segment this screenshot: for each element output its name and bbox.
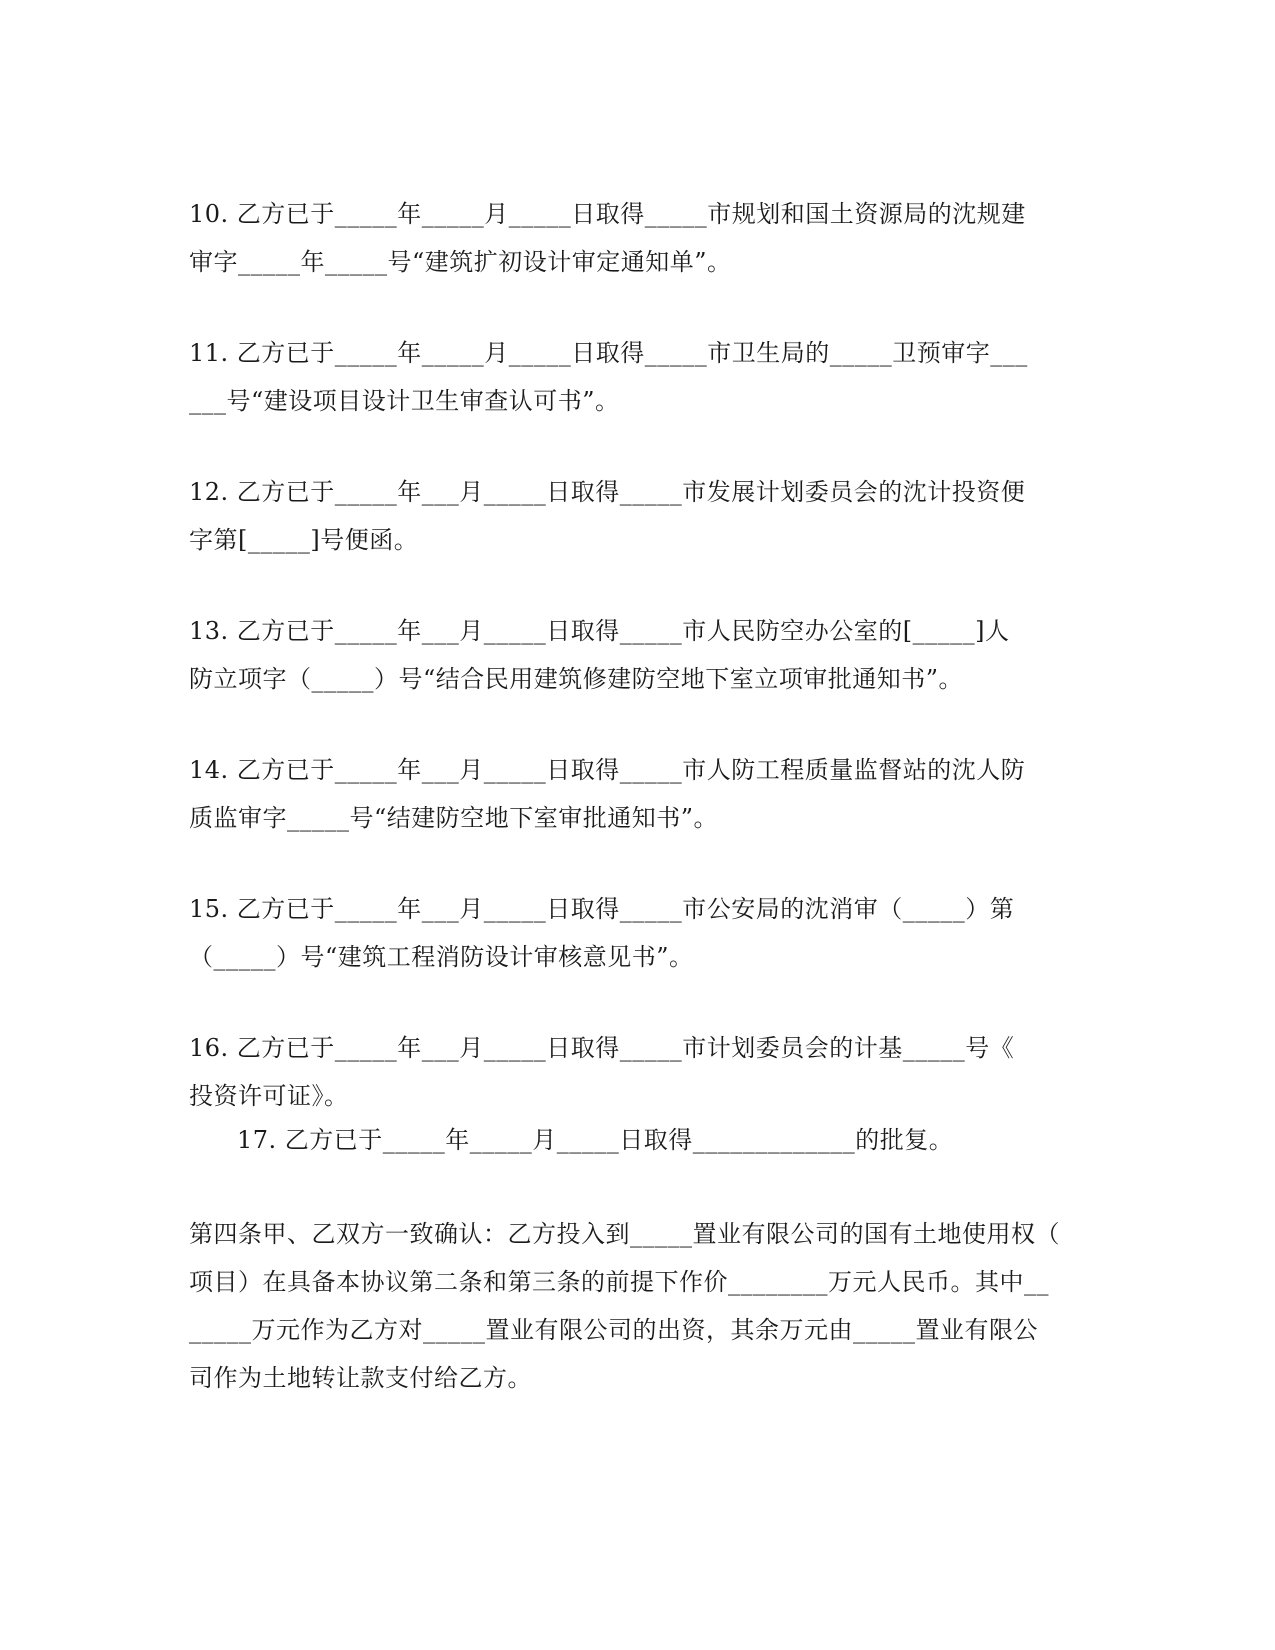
clause-line: 15. 乙方已于_____年___月_____日取得_____市公安局的沈消审（_____）第 <box>189 895 1015 923</box>
clause-line: 投资许可证》。 <box>189 1082 349 1110</box>
clause-line: 11. 乙方已于_____年_____月_____日取得_____市卫生局的_____卫预审字___ <box>189 339 1028 367</box>
clause-line: 12. 乙方已于_____年___月_____日取得_____市发展计划委员会的沈计投资便 <box>189 478 1026 506</box>
article-line: 第四条甲、乙双方一致确认：乙方投入到_____置业有限公司的国有土地使用权（ <box>189 1220 1060 1248</box>
clause-item-12 <box>189 468 1089 564</box>
clause-line: 字第[_____]号便函。 <box>189 526 419 554</box>
clause-line: 防立项字（_____）号“结合民用建筑修建防空地下室立项审批通知书”。 <box>189 665 964 693</box>
clause-line: 13. 乙方已于_____年___月_____日取得_____市人民防空办公室的[_____]人 <box>189 617 1010 645</box>
clause-item-14 <box>189 746 1089 842</box>
clause-line: （_____）号“建筑工程消防设计审核意见书”。 <box>189 943 694 971</box>
clause-item-15 <box>189 885 1089 981</box>
article-line: _____万元作为乙方对_____置业有限公司的出资，其余万元由_____置业有限公 <box>189 1316 1038 1344</box>
clause-item-13 <box>189 607 1089 703</box>
clause-item-11 <box>189 329 1089 425</box>
clause-line: 17. 乙方已于_____年_____月_____日取得_____________的批复。 <box>237 1126 954 1154</box>
article-four <box>189 1210 1089 1402</box>
article-line: 项目）在具备本协议第二条和第三条的前提下作价________万元人民币。其中__ <box>189 1268 1049 1296</box>
clause-item-10 <box>189 190 1089 286</box>
clause-line: 质监审字_____号“结建防空地下室审批通知书”。 <box>189 804 719 832</box>
clause-line: 16. 乙方已于_____年___月_____日取得_____市计划委员会的计基_____号《 <box>189 1034 1015 1062</box>
clause-line: 审字_____年_____号“建筑扩初设计审定通知单”。 <box>189 248 732 276</box>
clause-line: 14. 乙方已于_____年___月_____日取得_____市人防工程质量监督站的沈人防 <box>189 756 1026 784</box>
clause-item-16 <box>189 1024 1089 1120</box>
clause-line: ___号“建设项目设计卫生审查认可书”。 <box>189 387 620 415</box>
clause-line: 10. 乙方已于_____年_____月_____日取得_____市规划和国土资源局的沈规建 <box>189 200 1026 228</box>
article-line: 司作为土地转让款支付给乙方。 <box>189 1364 532 1392</box>
clause-item-17 <box>189 1116 1089 1164</box>
